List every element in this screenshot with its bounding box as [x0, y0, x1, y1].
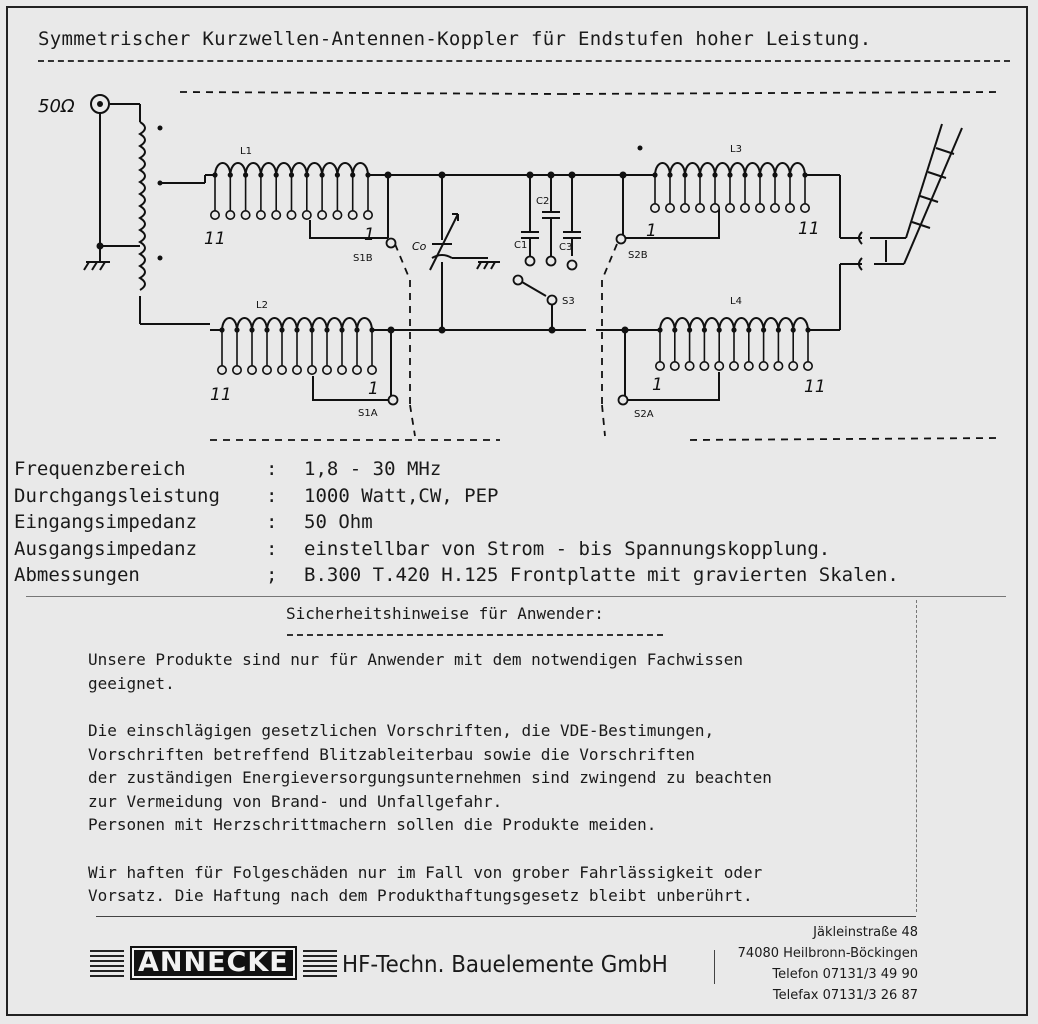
- spec-row: [14, 562, 899, 589]
- coil-tap-junction: [304, 172, 309, 177]
- spec-label: Frequenzbereich: [14, 458, 186, 480]
- address-line: 74080 Heilbronn-Böckingen: [737, 946, 918, 961]
- input-transformer: [140, 122, 145, 290]
- s2a-contact: [619, 396, 628, 405]
- coil-tap-contact: [696, 204, 704, 212]
- spec-value: 50 Ohm: [304, 511, 373, 533]
- coil-tap-junction: [667, 172, 672, 177]
- coil-tap-contact: [651, 204, 659, 212]
- footer-separator: [714, 950, 715, 984]
- l4-start-tap: 1: [652, 375, 663, 395]
- coil-tap-contact: [786, 204, 794, 212]
- spec-value: B.300 T.420 H.125 Frontplatte mit gravierten Skalen.: [304, 564, 899, 586]
- spec-separator: :: [266, 484, 278, 507]
- coil-tap-contact: [263, 366, 271, 374]
- coil-tap-contact: [241, 211, 249, 219]
- spec-separator: :: [266, 511, 278, 533]
- address-line: Telefon 07131/3 49 90: [772, 967, 918, 982]
- l3-end-tap: 11: [798, 219, 820, 239]
- logo-wordmark: ANNECKE: [130, 946, 297, 980]
- coil-tap-junction: [369, 327, 374, 332]
- c1-label: C1: [514, 240, 528, 251]
- coil-tap-contact: [801, 204, 809, 212]
- coil-tap-contact: [789, 362, 797, 370]
- coil-tap-junction: [339, 327, 344, 332]
- coil-tap-contact: [303, 211, 311, 219]
- specifications-table: [14, 456, 899, 589]
- coil-tap-junction: [274, 172, 279, 177]
- coil-tap-contact: [759, 362, 767, 370]
- spec-value: einstellbar von Strom - bis Spannungskopplung.: [304, 537, 831, 560]
- coil-tap-contact: [700, 362, 708, 370]
- coil-tap-contact: [756, 204, 764, 212]
- safety-notice-body: [88, 648, 928, 932]
- l3-start-tap: 1: [646, 221, 657, 241]
- spec-row: [14, 536, 899, 563]
- coil-tap-junction: [731, 327, 736, 332]
- notice-paragraph: Unsere Produkte sind nur für Anwender mit dem notwendigen Fachwissen geeignet.: [88, 650, 744, 693]
- company-name: HF-Techn. Bauelemente GmbH: [342, 952, 668, 978]
- safety-notice-underline: [287, 634, 663, 636]
- coil-tap-contact: [656, 362, 664, 370]
- coil-tap-contact: [774, 362, 782, 370]
- coil-tap-contact: [804, 362, 812, 370]
- notice-paragraph: Die einschlägigen gesetzlichen Vorschriften, die VDE-Bestimungen, Vorschriften betreffend Blitzableiterbau sowie die Vorschriften der zuständigen Energieversorgungsunternehmen sind zwingend zu beachten zur Vermeidung von Brand- und Unfallgefahr. Personen mit Herzschrittmachern sollen die Produkte meiden.: [88, 721, 772, 834]
- coil-tap-contact: [730, 362, 738, 370]
- s1b-contact: [387, 239, 396, 248]
- spec-label: Ausgangsimpedanz: [14, 537, 198, 560]
- coil-tap-contact: [771, 204, 779, 212]
- coil-tap-contact: [287, 211, 295, 219]
- coil-tap-junction: [354, 327, 359, 332]
- co-label: Co: [412, 240, 427, 253]
- circuit-schematic: [0, 0, 1038, 450]
- coil-tap-junction: [365, 172, 370, 177]
- coil-tap-contact: [272, 211, 280, 219]
- coil-tap-contact: [711, 204, 719, 212]
- spec-row: [14, 509, 899, 536]
- coil-tap-contact: [211, 211, 219, 219]
- coil-tap-contact: [248, 366, 256, 374]
- coil-tap-junction: [324, 327, 329, 332]
- l2-end-tap: 1: [368, 379, 379, 399]
- spec-separator: ;: [266, 564, 278, 586]
- coil-tap-junction: [802, 172, 807, 177]
- coil-tap-junction: [657, 327, 662, 332]
- coil-tap-junction: [212, 172, 217, 177]
- coil-tap-junction: [682, 172, 687, 177]
- s1b-label: S1B: [353, 253, 373, 264]
- l3-label: L3: [730, 144, 742, 155]
- document-title: Symmetrischer Kurzwellen-Antennen-Koppler für Endstufen hoher Leistung.: [38, 28, 872, 50]
- coil-tap-contact: [333, 211, 341, 219]
- switch-linkage-dashes: [180, 92, 1000, 440]
- spec-row: [14, 456, 899, 483]
- l1-label: L1: [240, 146, 252, 157]
- coil-tap-junction: [697, 172, 702, 177]
- c2-label: C2: [536, 196, 550, 207]
- coil-tap-junction: [289, 172, 294, 177]
- coil-tap-contact: [353, 366, 361, 374]
- company-logo: [90, 946, 337, 980]
- s2b-label: S2B: [628, 250, 648, 261]
- coil-tap-junction: [742, 172, 747, 177]
- spec-label: Durchgangsleistung: [14, 484, 220, 507]
- coil-tap-junction: [805, 327, 810, 332]
- logo-stripes: [90, 950, 124, 977]
- coil-tap-junction: [243, 172, 248, 177]
- coil-tap-junction: [761, 327, 766, 332]
- coil-tap-junction: [791, 327, 796, 332]
- spec-row: [14, 483, 899, 510]
- logo-stripes: [303, 950, 337, 977]
- l4-label: L4: [730, 296, 742, 307]
- coil-tap-junction: [309, 327, 314, 332]
- coil-tap-junction: [258, 172, 263, 177]
- coil-tap-contact: [278, 366, 286, 374]
- coil-tap-junction: [727, 172, 732, 177]
- address-line: Telefax 07131/3 26 87: [772, 988, 918, 1003]
- coil-tap-junction: [335, 172, 340, 177]
- company-address: [738, 922, 918, 1006]
- coil-tap-contact: [364, 211, 372, 219]
- footer-divider: [96, 916, 916, 917]
- coil-tap-junction: [672, 327, 677, 332]
- safety-notice-title: Sicherheitshinweise für Anwender:: [286, 604, 604, 623]
- l1-start-tap: 11: [204, 229, 226, 249]
- spec-separator: :: [266, 537, 278, 560]
- coil-tap-junction: [687, 327, 692, 332]
- address-line: Jäkleinstraße 48: [813, 925, 918, 940]
- coil-tap-junction: [350, 172, 355, 177]
- l2-label: L2: [256, 300, 268, 311]
- coil-tap-contact: [368, 366, 376, 374]
- coil-tap-contact: [726, 204, 734, 212]
- spec-separator: :: [266, 458, 278, 480]
- coil-tap-junction: [279, 327, 284, 332]
- s1a-label: S1A: [358, 408, 378, 419]
- coil-tap-contact: [745, 362, 753, 370]
- c3-label: C3: [559, 242, 573, 253]
- coil-tap-contact: [318, 211, 326, 219]
- spec-label: Abmessungen: [14, 564, 140, 586]
- s2b-contact: [617, 235, 626, 244]
- coil-tap-contact: [671, 362, 679, 370]
- coil-tap-contact: [338, 366, 346, 374]
- coil-tap-junction: [320, 172, 325, 177]
- coil-tap-contact: [741, 204, 749, 212]
- coil-tap-junction: [228, 172, 233, 177]
- coil-tap-contact: [308, 366, 316, 374]
- coil-tap-junction: [264, 327, 269, 332]
- coil-tap-contact: [349, 211, 357, 219]
- input-impedance-label: 50Ω: [38, 96, 75, 117]
- coil-tap-junction: [712, 172, 717, 177]
- coil-tap-contact: [323, 366, 331, 374]
- coil-tap-junction: [652, 172, 657, 177]
- tapped-inductors: [211, 163, 812, 374]
- coil-tap-junction: [702, 327, 707, 332]
- l1-end-tap: 1: [364, 225, 375, 245]
- coil-tap-contact: [715, 362, 723, 370]
- coil-tap-contact: [226, 211, 234, 219]
- coil-tap-junction: [234, 327, 239, 332]
- s2a-label: S2A: [634, 409, 654, 420]
- coil-tap-contact: [257, 211, 265, 219]
- coil-tap-junction: [249, 327, 254, 332]
- s3-label: S3: [562, 296, 575, 307]
- s3-contact: [514, 276, 523, 285]
- coil-tap-junction: [757, 172, 762, 177]
- coil-tap-junction: [219, 327, 224, 332]
- coil-tap-junction: [787, 172, 792, 177]
- coil-tap-contact: [218, 366, 226, 374]
- s1a-contact: [389, 396, 398, 405]
- coil-tap-contact: [666, 204, 674, 212]
- coil-tap-junction: [746, 327, 751, 332]
- coil-tap-contact: [293, 366, 301, 374]
- coil-tap-contact: [233, 366, 241, 374]
- coil-tap-contact: [681, 204, 689, 212]
- l4-end-tap: 11: [804, 377, 826, 397]
- coil-tap-junction: [717, 327, 722, 332]
- schematic-wires: [84, 104, 962, 400]
- l2-start-tap: 11: [210, 385, 232, 405]
- coil-tap-junction: [772, 172, 777, 177]
- coil-tap-contact: [685, 362, 693, 370]
- spec-value: 1,8 - 30 MHz: [304, 458, 442, 480]
- notice-box-top: [26, 596, 1006, 597]
- notice-paragraph: Wir haften für Folgeschäden nur im Fall von grober Fahrlässigkeit oder Vorsatz. Die Haftung nach dem Produkthaftungsgesetz bleibt unberührt.: [88, 862, 763, 905]
- coil-tap-junction: [776, 327, 781, 332]
- s3-pivot: [548, 296, 557, 305]
- coil-tap-junction: [294, 327, 299, 332]
- spec-value: 1000 Watt,CW, PEP: [304, 484, 499, 507]
- spec-label: Eingangsimpedanz: [14, 511, 198, 533]
